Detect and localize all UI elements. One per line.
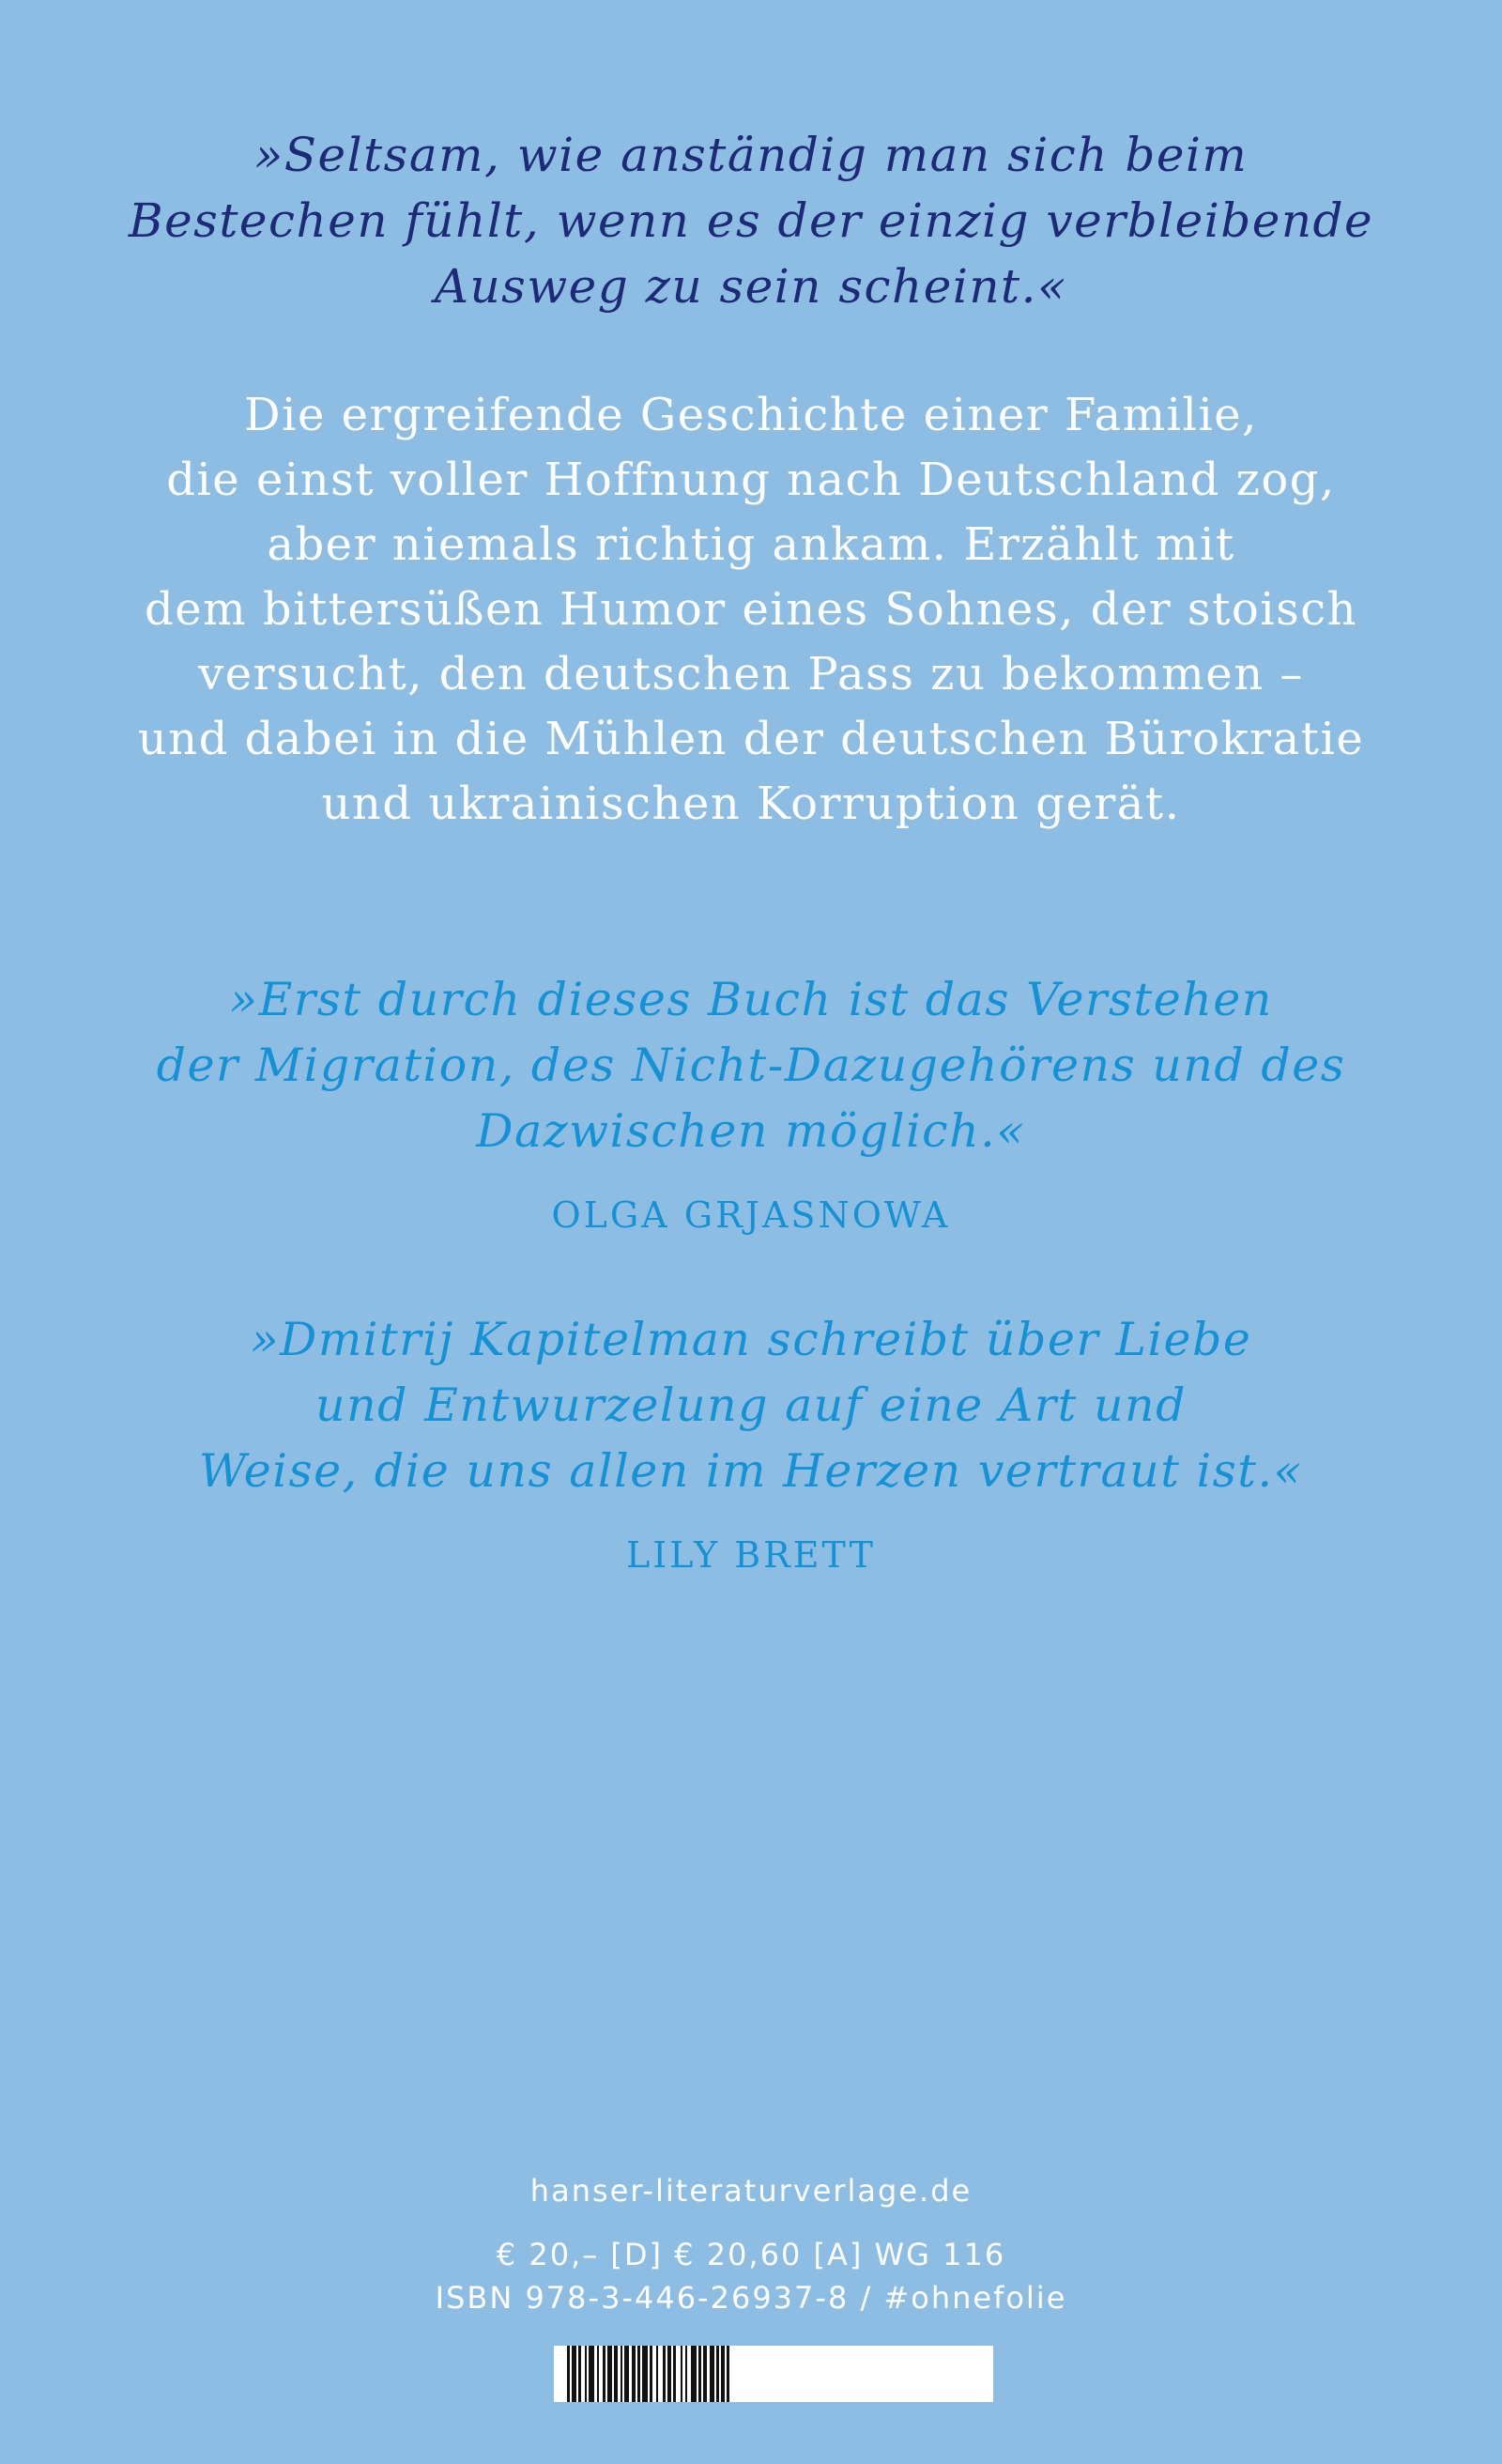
barcode-bar: [585, 2346, 587, 2402]
blurb-line-7: und ukrainischen Korruption gerät.: [321, 778, 1181, 830]
lead-quote-line-2: Bestechen fühlt, wenn es der einzig verbleibende: [128, 193, 1374, 248]
review-1-line-3: Dazwischen möglich.«: [476, 1104, 1026, 1158]
barcode-bar: [716, 2346, 719, 2402]
barcode-bar: [603, 2346, 605, 2402]
barcode-bar: [691, 2346, 697, 2402]
barcode-bar: [567, 2346, 570, 2402]
barcode-bar: [607, 2346, 612, 2402]
blurb-line-5: versucht, den deutschen Pass zu bekommen –: [198, 648, 1304, 701]
lead-quote-line-3: Ausweg zu sein scheint.«: [434, 259, 1068, 314]
blurb-line-6: und dabei in die Mühlen der deutschen Bürokratie: [137, 713, 1365, 765]
barcode-bar: [685, 2346, 687, 2402]
review-2-line-1: »Dmitrij Kapitelman schreibt über Liebe: [250, 1313, 1252, 1366]
barcode-bar: [656, 2346, 658, 2402]
barcode-graphic: [554, 2346, 993, 2402]
barcode: [554, 2346, 993, 2402]
review-2-line-2: und Entwurzelung auf eine Art und: [315, 1378, 1187, 1432]
barcode-bar: [703, 2346, 707, 2402]
barcode-bar: [642, 2346, 648, 2402]
barcode-bar: [572, 2346, 576, 2402]
barcode-bar: [650, 2346, 652, 2402]
review-1-line-2: der Migration, des Nicht-Dazugehörens und des: [156, 1039, 1346, 1092]
barcode-bar: [632, 2346, 636, 2402]
blurb-line-3: aber niemals richtig ankam. Erzählt mit: [267, 518, 1235, 571]
barcode-bar: [621, 2346, 622, 2402]
barcode-bar: [637, 2346, 640, 2402]
review-1-author: OLGA GRJASNOWA: [551, 1194, 951, 1236]
barcode-bar: [624, 2346, 629, 2402]
barcode-bar: [698, 2346, 701, 2402]
review-1-line-1: »Erst durch dieses Buch ist das Verstehen: [229, 973, 1273, 1026]
isbn-info: ISBN 978-3-446-26937-8 / #ohnefolie: [435, 2280, 1067, 2316]
barcode-bar: [727, 2346, 729, 2402]
barcode-bar: [667, 2346, 671, 2402]
barcode-bar: [589, 2346, 594, 2402]
barcode-bar: [710, 2346, 714, 2402]
publisher-website: hanser-literaturverlage.de: [529, 2173, 973, 2209]
barcode-bar: [578, 2346, 581, 2402]
barcode-bar: [673, 2346, 676, 2402]
barcode-bar: [614, 2346, 618, 2402]
review-2-line-3: Weise, die uns allen im Herzen vertraut ist.«: [198, 1444, 1304, 1498]
blurb-line-4: dem bittersüßen Humor eines Sohnes, der stoisch: [144, 583, 1358, 636]
barcode-bar: [597, 2346, 599, 2402]
review-2-author: LILY BRETT: [626, 1534, 876, 1576]
blurb-line-1: Die ergreifende Geschichte einer Familie,: [244, 389, 1258, 441]
barcode-bar: [663, 2346, 666, 2402]
lead-quote-line-1: »Seltsam, wie anständig man sich beim: [253, 128, 1249, 182]
barcode-bar: [681, 2346, 682, 2402]
price-info: € 20,– [D] € 20,60 [A] WG 116: [496, 2237, 1006, 2272]
blurb-line-2: die einst voller Hoffnung nach Deutschland zog,: [166, 454, 1336, 506]
barcode-bar: [721, 2346, 725, 2402]
